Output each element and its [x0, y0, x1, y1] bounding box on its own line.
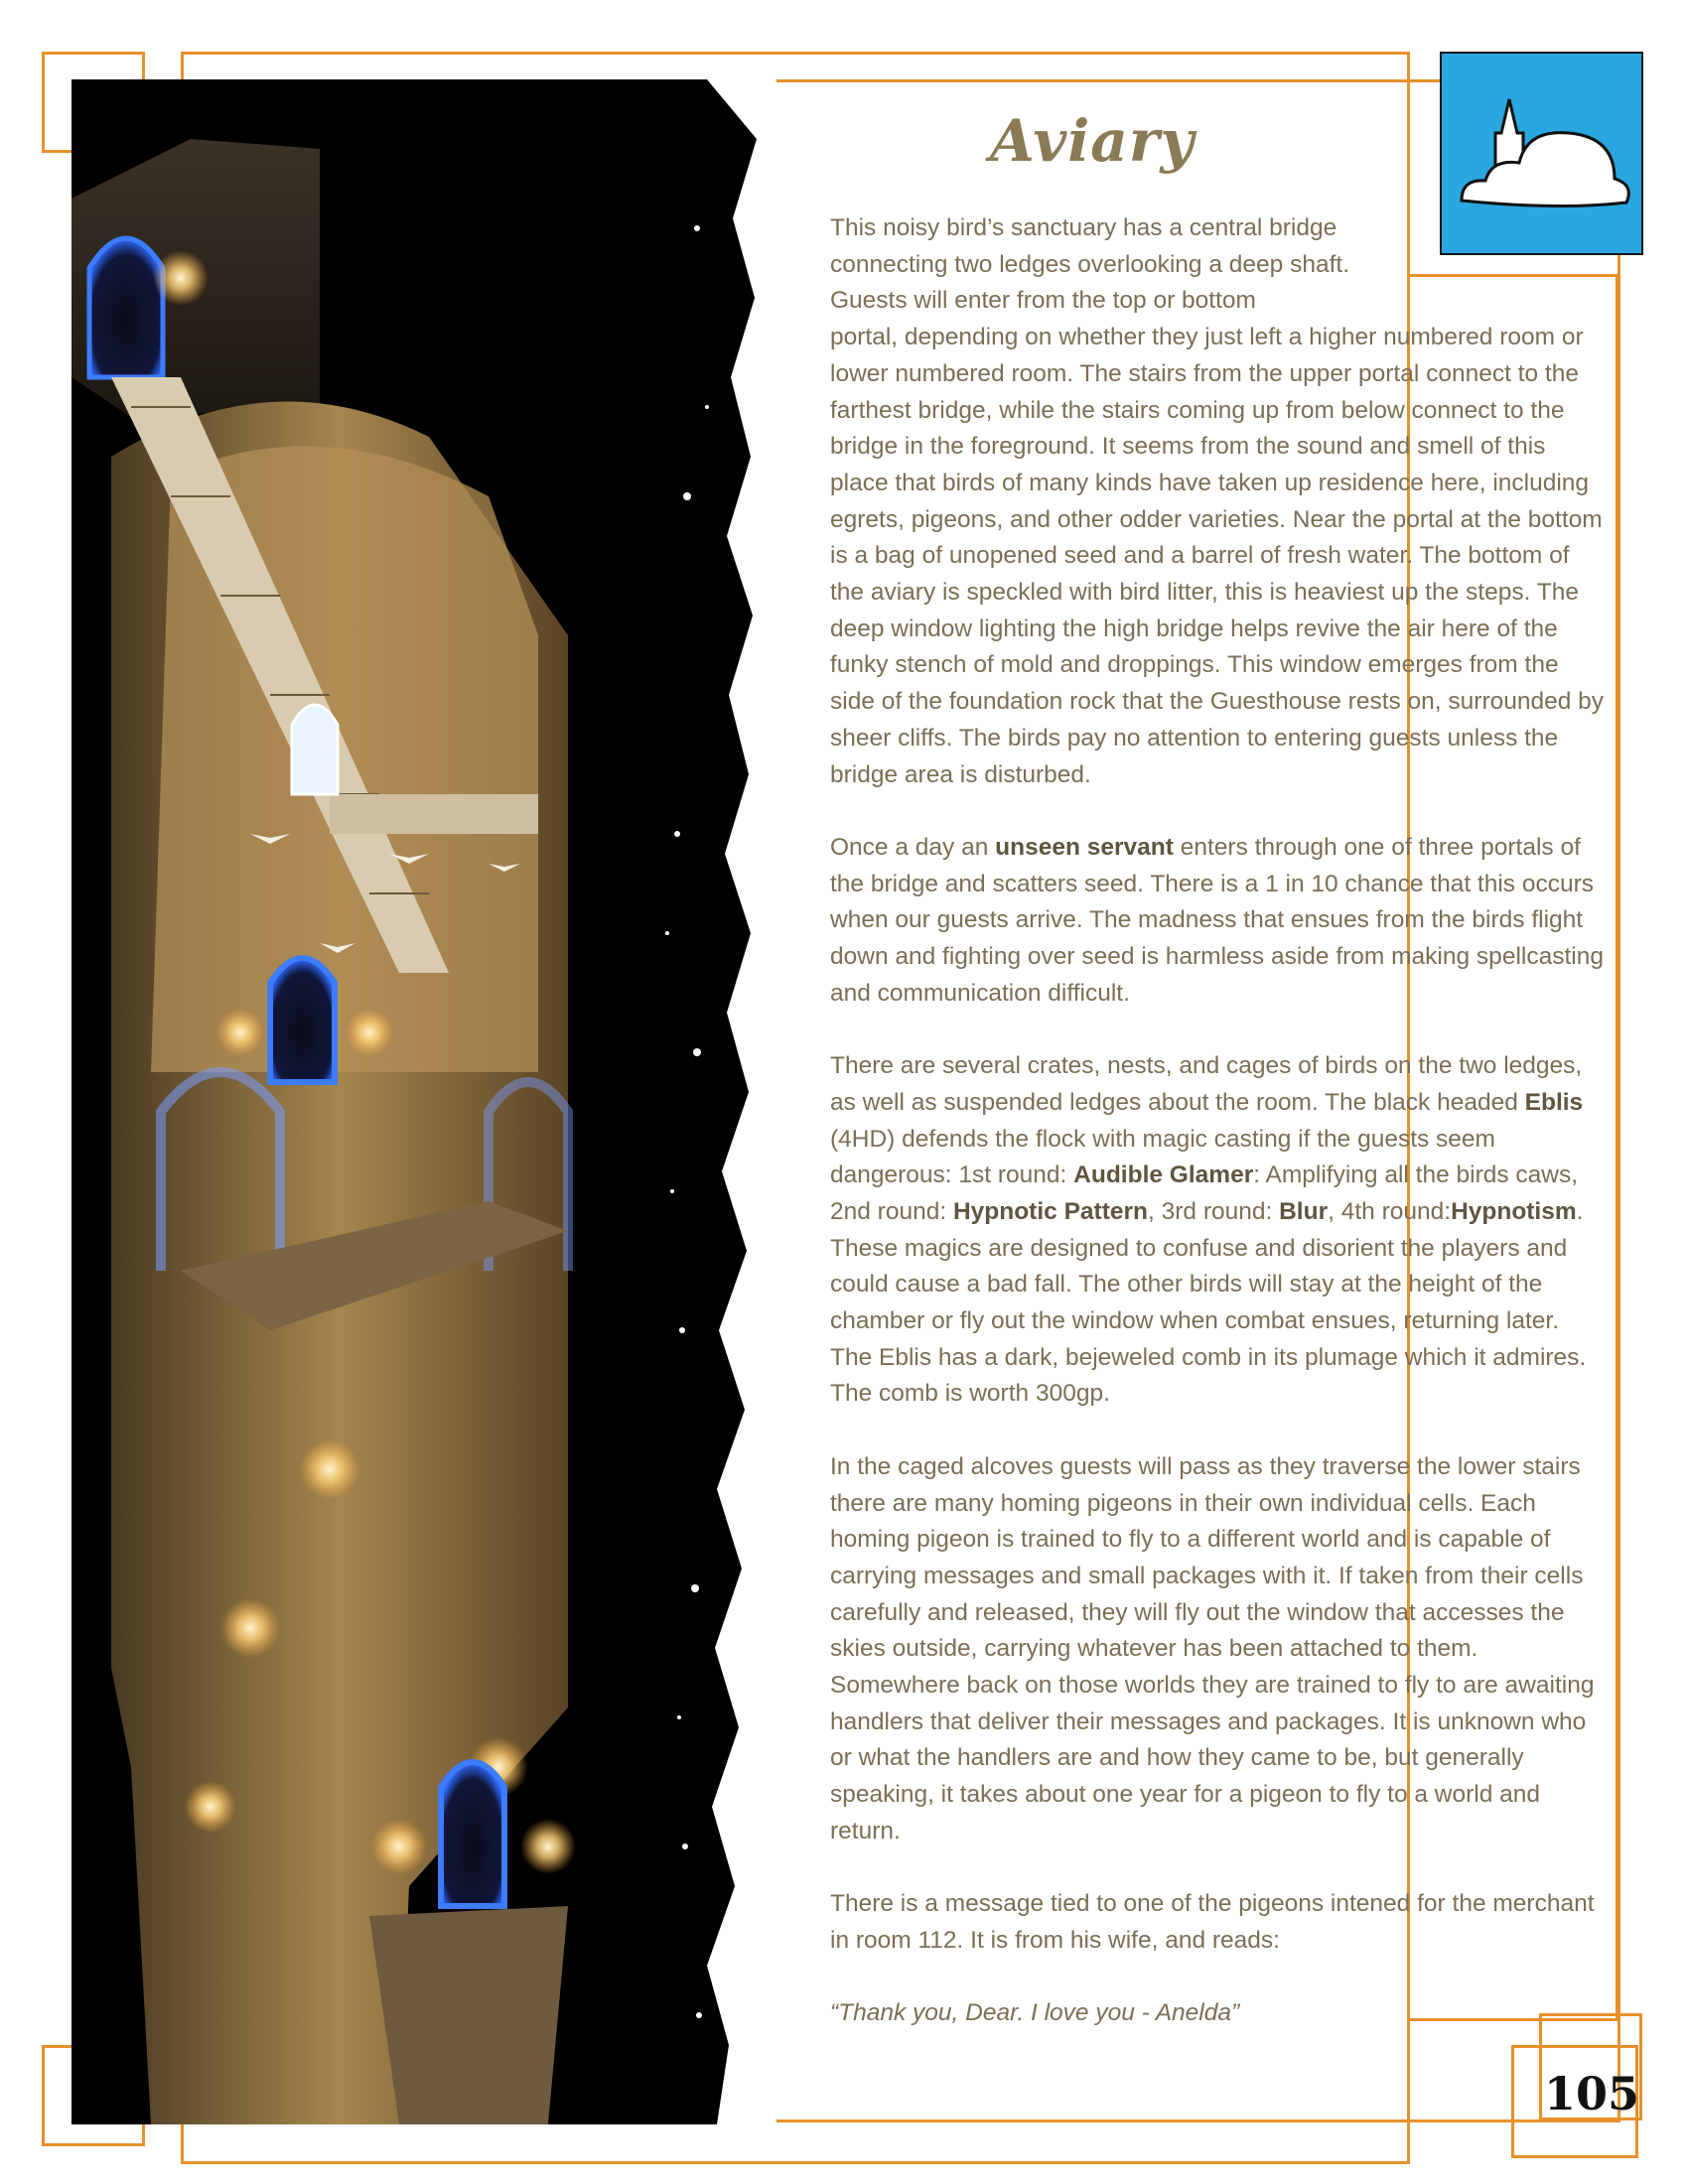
text-run: enters through one of three portals of the bridge and scatters seed. There is a 1 in 10 chance that this occurs when our guests arrive. The madness that ensues from the birds flight down and fighting over seed is harmless aside from making spellcasting and communication difficult.: [830, 833, 1604, 1007]
closing-quote: “Thank you, Dear. I love you - Anelda”: [830, 1999, 1240, 2027]
text-run: , 4th round:: [1328, 1197, 1452, 1225]
text-run: : Amplifying all the birds caws, 2nd round:: [830, 1161, 1579, 1225]
bold-term: Audible Glamer: [1073, 1161, 1254, 1189]
paragraph-intro-start: This noisy bird’s sanctuary has a central bridge connecting two ledges overlooking a deep shaft. Guests will enter from the top or bottom: [830, 214, 1350, 315]
aviary-tower-cutaway-illustration: [71, 79, 776, 2124]
text-run: Once a day an: [830, 833, 996, 861]
bold-term: Blur: [1279, 1197, 1329, 1225]
paragraph-intro: portal, depending on whether they just left a higher numbered room or lower numbered room. The stairs from the upper portal connect to the farthest bridge, while the stairs coming up from below connect to the bridge in the foreground. It seems from the sound and smell of this place that birds of many kinds have taken up residence here, including egrets, pigeons, and other odder varieties. Near the portal at the bottom is a bag of unopened seed and a barrel of fresh water. The bottom of the aviary is speckled with bird litter, this is heaviest up the steps. The deep window lighting the high bridge helps revive the air here of the funky stench of mold and droppings. This window emerges from the side of the foundation rock that the Guesthouse rests on, surrounded by sheer cliffs. The birds pay no attention to entering guests unless the bridge area is disturbed.: [830, 324, 1605, 788]
text-run: . These magics are designed to confuse and disorient the players and could cause a bad fall. The other birds will stay at the height of the chamber or fly out the window when combat ensues, returning later. The Eblis has a dark, bejeweled comb in its plumage which it admires. The comb is worth 300gp.: [830, 1197, 1587, 1408]
text-run: There are several crates, nests, and cages of birds on the two ledges, as well as suspended ledges about the room. The black headed: [830, 1052, 1583, 1116]
bold-term: unseen servant: [995, 833, 1174, 861]
paragraph-homing-pigeons: In the caged alcoves guests will pass as they traverse the lower stairs there are many homing pigeons in their own individual cells. Each homing pigeon is trained to fly to a different world and is capable of carrying messages and small packages with it. If taken from their cells carefully and released, they will fly out the window that accesses the skies outside, carrying whatever has been attached to them. Somewhere back on those worlds they are trained to fly to are awaiting handlers that deliver their messages and packages. It is unknown who or what the handlers are and how they came to be, but generally speaking, it takes about one year for a pigeon to fly to a world and return.: [830, 1452, 1595, 1844]
paragraph-seed: [830, 830, 1607, 1013]
paragraph-eblis: [830, 1048, 1607, 1413]
bold-term: Eblis: [1524, 1088, 1584, 1116]
page-number: 105: [1544, 2067, 1640, 2120]
bold-term: Hypnotic Pattern: [952, 1197, 1148, 1225]
body-text: [830, 210, 1607, 2069]
paragraph-message: There is a message tied to one of the pigeons intened for the merchant in room 112. It is from his wife, and reads:: [830, 1890, 1595, 1954]
page-title: Aviary: [989, 107, 1196, 175]
text-run: , 3rd round:: [1148, 1197, 1280, 1225]
text-run: (4HD) defends the flock with magic casting if the guests seem dangerous: 1st round:: [830, 1125, 1495, 1189]
bold-term: Hypnotism: [1451, 1197, 1577, 1225]
